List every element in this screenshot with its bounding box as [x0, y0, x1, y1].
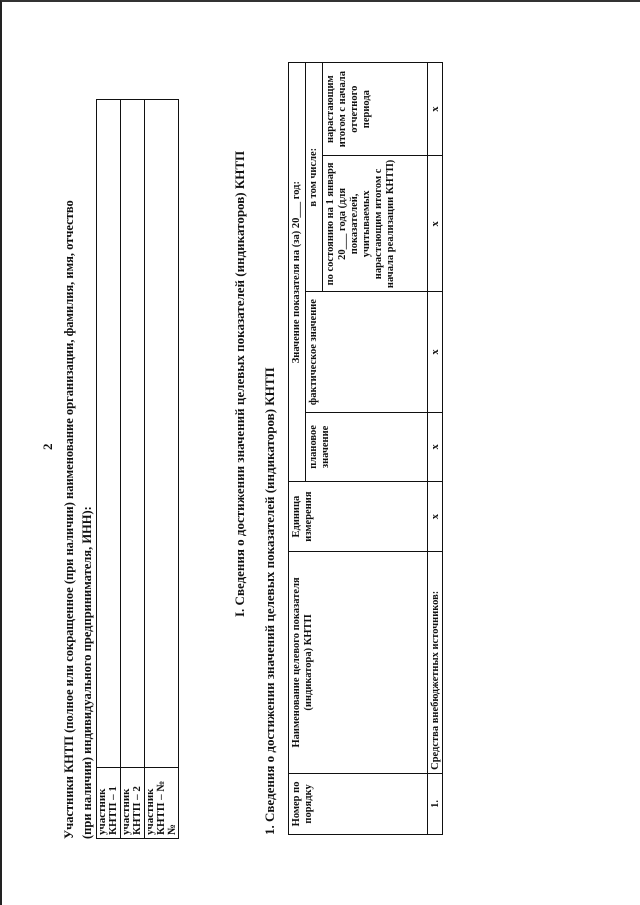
table-header-row [289, 63, 306, 835]
participant-row [97, 100, 121, 839]
participant-label-line1: участник [120, 788, 132, 835]
header-as-of: по состоянию на 1 января 20___ года (для показателей, учитываемых нарастающим итогом с начала реализации КНТП) [323, 156, 428, 292]
header-planned: плановое значение [306, 412, 428, 482]
cell-num: 1. [428, 773, 443, 834]
participant-value [97, 100, 121, 768]
cell-planned: х [428, 412, 443, 482]
section-title: I. Сведения о достижении значений целевых показателей (индикаторов) КНТП [232, 150, 247, 617]
cell-as-of: х [428, 156, 443, 292]
participant-value [145, 100, 179, 768]
header-unit: Единица измерения [289, 482, 428, 552]
header-actual: фактическое значение [306, 292, 428, 412]
participant-label-line2: КНТП – №№ [155, 780, 178, 835]
cell-name: Средства внебюджетных источников: [428, 551, 443, 773]
participant-label [97, 768, 121, 839]
cell-cumulative: х [428, 63, 443, 156]
intro-text-line2: (при наличии) индивидуального предпринимателя, ИНН): [80, 506, 94, 839]
participants-table [96, 99, 179, 839]
header-incl: в том числе: [306, 63, 323, 293]
subsection-title: 1. Сведения о достижении значений целевых показателей (индикаторов) КНТП [262, 367, 277, 835]
header-num: Номер по порядку [289, 773, 428, 834]
table-row [428, 63, 443, 835]
cell-unit: х [428, 482, 443, 552]
participant-row [121, 100, 145, 839]
intro-text: Участники КНТП (полное или сокращенное (при наличии) наименование организации, фамилия, имя, отчество [62, 200, 76, 839]
page-number: 2 [40, 443, 55, 450]
participant-value [121, 100, 145, 768]
participant-label [121, 768, 145, 839]
cell-actual: х [428, 292, 443, 412]
participant-label-line1: участник [96, 788, 108, 835]
participant-label [145, 768, 179, 839]
participant-row [145, 100, 179, 839]
header-name: Наименование целевого показателя (индикатора) КНТП [289, 551, 428, 773]
header-value-group: Значение показателя на (за) 20___ год: [289, 63, 306, 482]
participant-label-line2: КНТП – 1 [107, 786, 119, 835]
participant-label-line1: участник [144, 788, 156, 835]
indicators-table [288, 62, 443, 835]
header-cumulative: нарастающим итогом с начала отчетного периода [323, 63, 428, 156]
participant-label-line2: КНТП – 2 [131, 786, 143, 835]
